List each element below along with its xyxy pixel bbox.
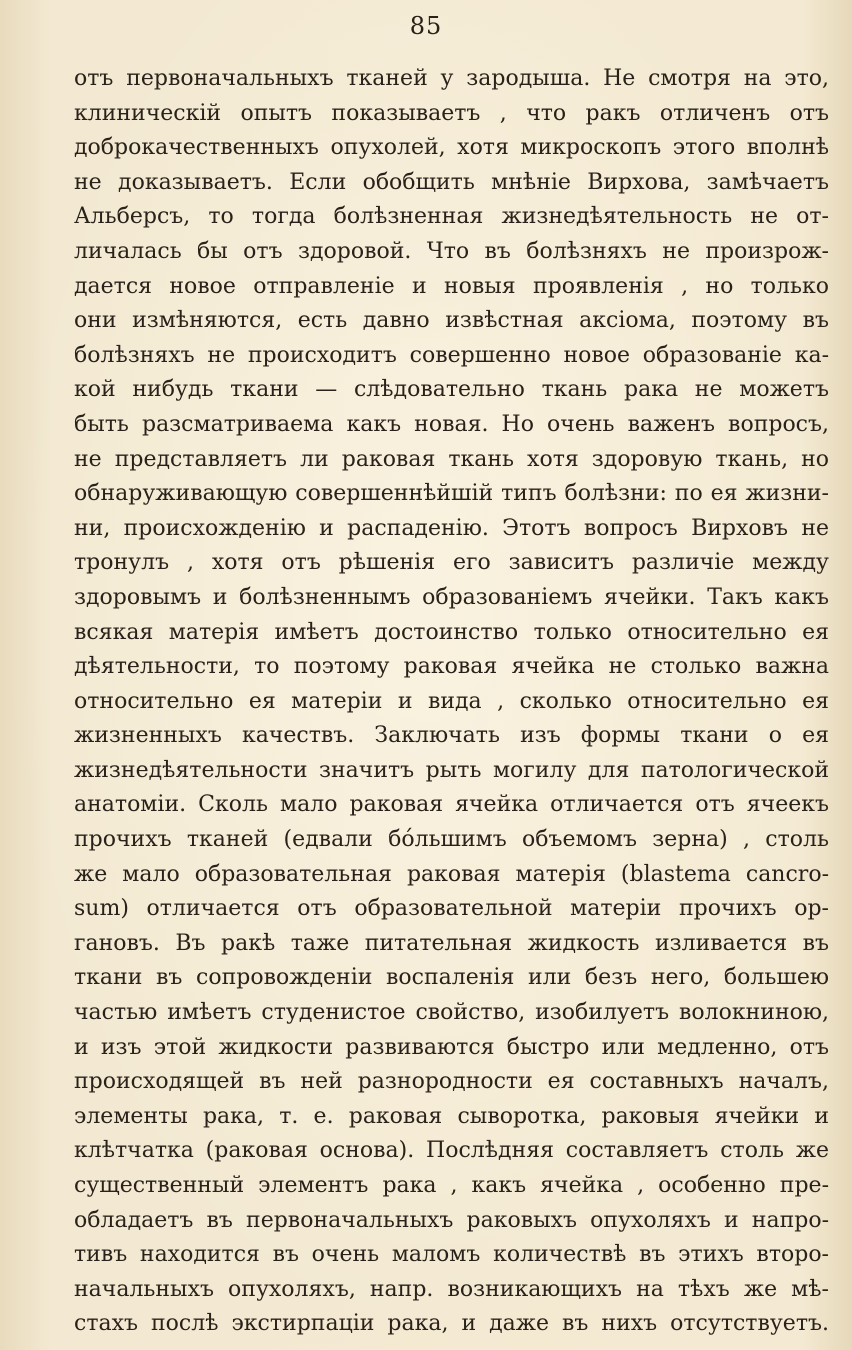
text-line: дается новое отправленіе и новыя проявленія , но только [74, 273, 829, 299]
text-line: дѣятельности, то поэтому раковая ячейка не столько важна [74, 654, 829, 680]
text-line: быть разсматриваема какъ новая. Но очень важенъ вопросъ, [74, 411, 829, 437]
text-line: клѣтчатка (раковая основа). Послѣдняя составляетъ столь же [74, 1138, 829, 1164]
text-line: sum) отличается отъ образовательной матеріи прочихъ ор- [74, 896, 829, 922]
text-line: и изъ этой жидкости развиваются быстро или медленно, отъ [74, 1034, 829, 1060]
text-line: гановъ. Въ ракѣ таже питательная жидкость изливается въ [74, 930, 829, 956]
text-line: отъ первоначальныхъ тканей у зародыша. Не смотря на это, [74, 66, 829, 91]
text-line: начальныхъ опухоляхъ, напр. возникающихъ на тѣхъ же мѣ- [74, 1276, 829, 1302]
text-line: не доказываетъ. Если обобщить мнѣніе Вирхова, замѣчаетъ [74, 169, 829, 195]
body-text [74, 62, 829, 1342]
text-line: Альберсъ, то тогда болѣзненная жизнедѣятельность не от- [74, 204, 829, 230]
text-line: личалась бы отъ здоровой. Что въ болѣзняхъ не произрож- [74, 238, 829, 264]
text-line: болѣзняхъ не происходитъ совершенно новое образованіе ка- [74, 342, 829, 368]
text-line: не представляетъ ли раковая ткань хотя здоровую ткань, но [74, 446, 829, 472]
text-line: обнаруживающую совершеннѣйшій типъ болѣзни: по ея жизни- [74, 481, 829, 507]
text-line: элементы рака, т. е. раковая сыворотка, раковыя ячейки и [74, 1103, 829, 1129]
text-line: жизнедѣятельности значитъ рыть могилу для патологической [74, 757, 829, 783]
text-line: происходящей въ ней разнородности ея составныхъ началъ, [74, 1069, 829, 1095]
text-line: всякая матерія имѣетъ достоинство только относительно ея [74, 619, 829, 645]
text-line: тивъ находится въ очень маломъ количествѣ въ этихъ второ- [74, 1242, 829, 1268]
text-line: существенный элементъ рака , какъ ячейка , особенно пре- [74, 1173, 829, 1198]
text-line: прочихъ тканей (едвали бо́льшимъ объемомъ зерна) , столь [74, 827, 829, 853]
text-line: клиническій опытъ показываетъ , что ракъ отличенъ отъ [74, 100, 829, 126]
text-line: же мало образовательная раковая матерія (blastema cancro- [74, 861, 829, 887]
text-line: они измѣняются, есть давно извѣстная аксіома, поэтому въ [74, 308, 829, 334]
text-line: частью имѣетъ студенистое свойство, изобилуетъ волокниною, [74, 1000, 829, 1026]
text-line: стахъ послѣ экстирпаціи рака, и даже въ нихъ отсутствуетъ. [74, 1311, 829, 1337]
text-line: анатоміи. Сколь мало раковая ячейка отличается отъ ячеекъ [74, 792, 829, 818]
page-number: 85 [409, 12, 443, 40]
text-line: тронулъ , хотя отъ рѣшенія его зависитъ различіе между [74, 550, 829, 576]
text-line: жизненныхъ качествъ. Заключать изъ формы ткани о ея [74, 723, 829, 749]
text-line: кой нибудь ткани — слѣдовательно ткань рака не можетъ [74, 377, 829, 403]
text-line: здоровымъ и болѣзненнымъ образованіемъ ячейки. Такъ какъ [74, 584, 829, 610]
text-line: доброкачественныхъ опухолей, хотя микроскопъ этого вполнѣ [74, 135, 829, 161]
text-line: относительно ея матеріи и вида , сколько относительно ея [74, 688, 829, 714]
text-line: обладаетъ въ первоначальныхъ раковыхъ опухоляхъ и напро- [74, 1207, 829, 1233]
text-line: ни, происхожденію и распаденію. Этотъ вопросъ Вирховъ не [74, 515, 829, 541]
text-line: ткани въ сопровожденіи воспаленія или безъ него, большею [74, 965, 829, 991]
